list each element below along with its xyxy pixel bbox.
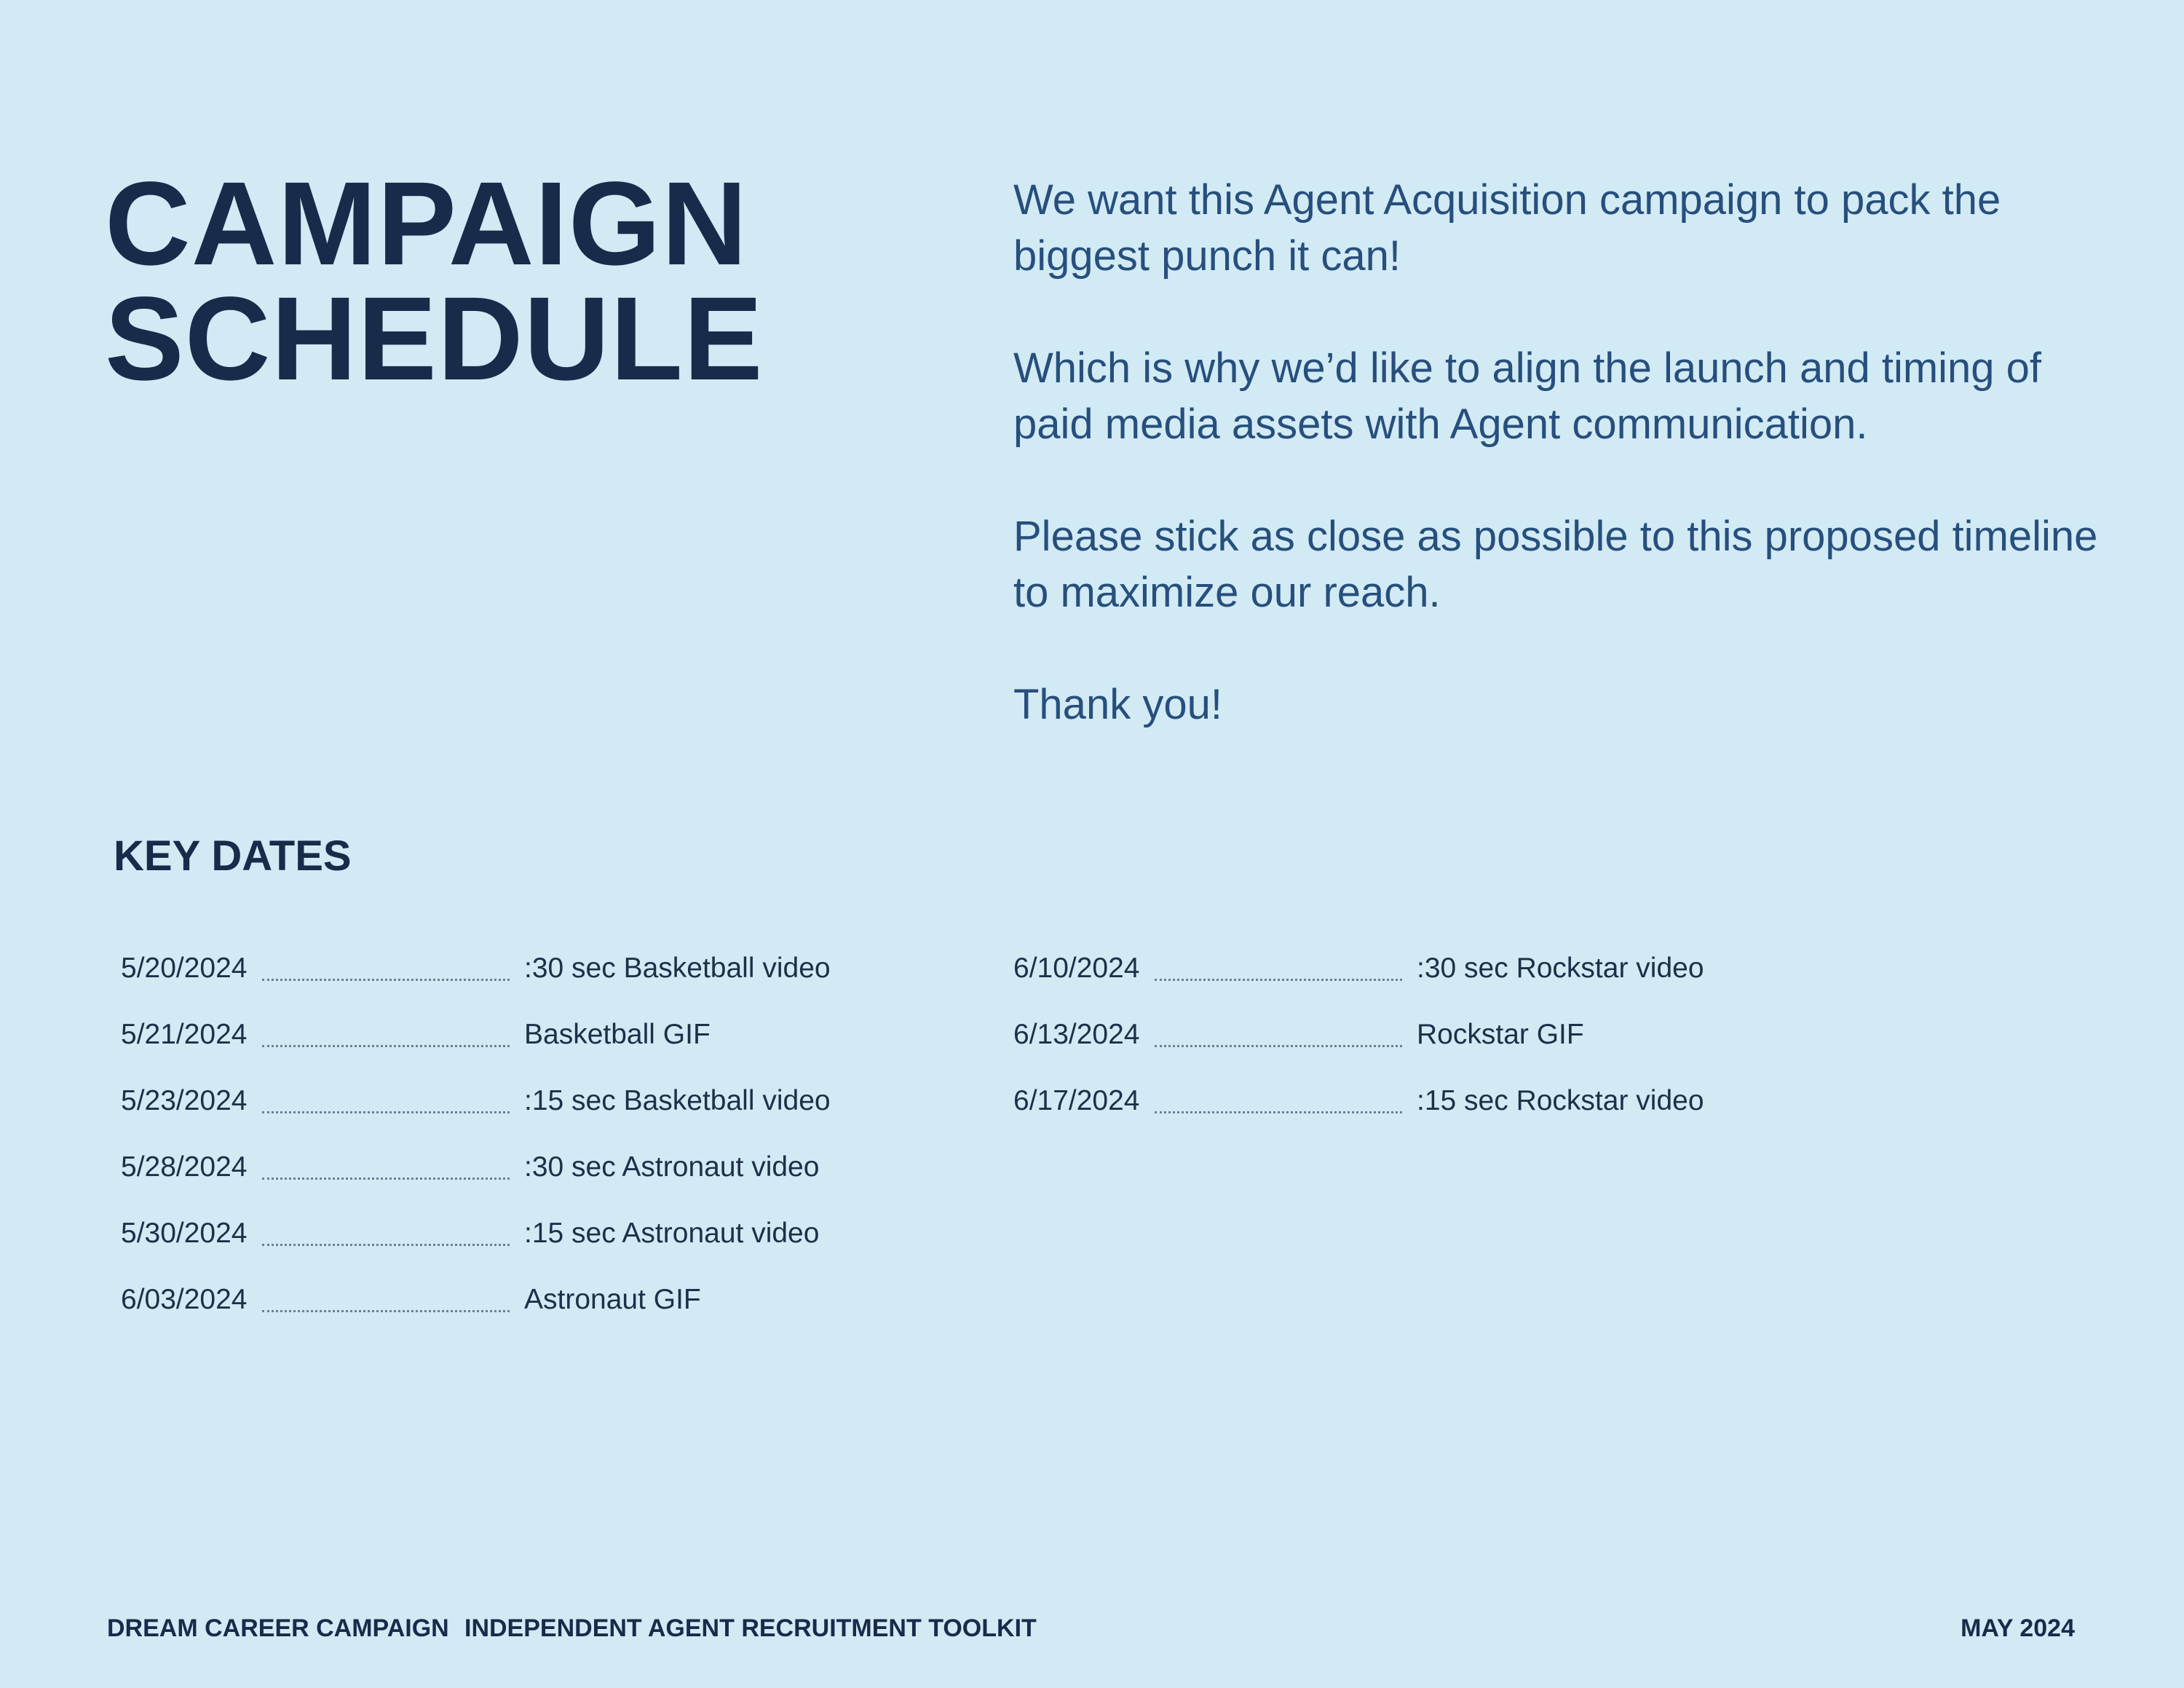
schedule-date: 5/23/2024 xyxy=(121,1085,248,1116)
footer-toolkit-name: INDEPENDENT AGENT RECRUITMENT TOOLKIT xyxy=(464,1614,1037,1642)
page-title-line-1: CAMPAIGN xyxy=(105,157,748,290)
dotted-leader xyxy=(262,979,510,981)
footer-date: MAY 2024 xyxy=(1961,1614,2075,1642)
schedule-item: :30 sec Basketball video xyxy=(524,953,831,984)
dotted-leader xyxy=(262,1310,510,1312)
intro-paragraph: Thank you! xyxy=(1013,681,1222,728)
dotted-leader xyxy=(262,1178,510,1180)
schedule-row xyxy=(121,1016,922,1082)
schedule-date: 6/03/2024 xyxy=(121,1284,248,1315)
schedule-item: :15 sec Rockstar video xyxy=(1417,1085,1704,1116)
schedule-date: 6/10/2024 xyxy=(1013,953,1140,984)
schedule-item: :15 sec Basketball video xyxy=(524,1085,831,1116)
footer-campaign-name: DREAM CAREER CAMPAIGN xyxy=(107,1614,449,1642)
schedule-row xyxy=(121,1082,922,1148)
intro-paragraph: Please stick as close as possible to this proposed timeline to maximize our reach. xyxy=(1013,513,2098,616)
schedule-date: 6/17/2024 xyxy=(1013,1085,1140,1116)
key-dates-heading: KEY DATES xyxy=(114,832,352,880)
schedule-date: 5/21/2024 xyxy=(121,1019,248,1050)
schedule-item: :15 sec Astronaut video xyxy=(524,1218,820,1249)
intro-text xyxy=(1013,172,2120,733)
schedule-row xyxy=(121,1281,922,1347)
page-title-line-2: SCHEDULE xyxy=(105,272,764,405)
schedule-date: 5/28/2024 xyxy=(121,1151,248,1183)
schedule-list-right xyxy=(1013,950,1814,1148)
dotted-leader xyxy=(262,1045,510,1047)
schedule-row xyxy=(121,1215,922,1281)
page-title xyxy=(105,157,942,405)
schedule-item: :30 sec Astronaut video xyxy=(524,1151,820,1183)
intro-paragraph: Which is why we’d like to align the launch and timing of paid media assets with Agent communication. xyxy=(1013,344,2042,448)
schedule-row xyxy=(121,1148,922,1215)
schedule-item: :30 sec Rockstar video xyxy=(1417,953,1704,984)
schedule-date: 6/13/2024 xyxy=(1013,1019,1140,1050)
schedule-row xyxy=(1013,950,1814,1016)
schedule-item: Rockstar GIF xyxy=(1417,1019,1584,1050)
dotted-leader xyxy=(262,1244,510,1246)
schedule-row xyxy=(121,950,922,1016)
intro-paragraph: We want this Agent Acquisition campaign to pack the biggest punch it can! xyxy=(1013,176,2001,280)
schedule-item: Basketball GIF xyxy=(524,1019,711,1050)
dotted-leader xyxy=(1155,1111,1402,1113)
dotted-leader xyxy=(1155,1045,1402,1047)
schedule-item: Astronaut GIF xyxy=(524,1284,701,1315)
schedule-date: 5/20/2024 xyxy=(121,953,248,984)
dotted-leader xyxy=(1155,979,1402,981)
schedule-date: 5/30/2024 xyxy=(121,1218,248,1249)
schedule-row xyxy=(1013,1082,1814,1148)
schedule-list-left xyxy=(121,950,922,1347)
schedule-row xyxy=(1013,1016,1814,1082)
dotted-leader xyxy=(262,1111,510,1113)
